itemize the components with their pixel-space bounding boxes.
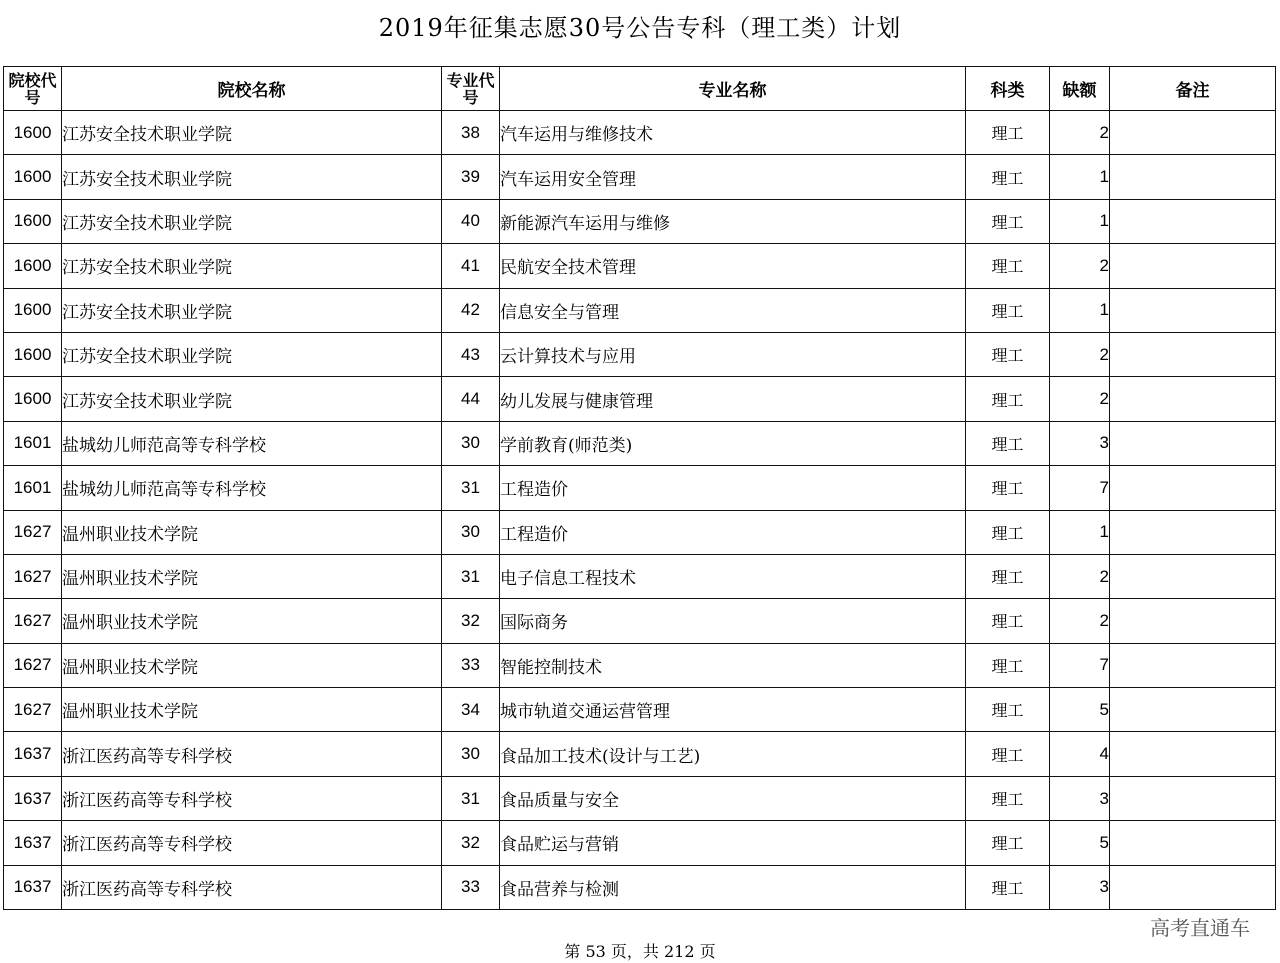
cell-category: 理工	[966, 510, 1050, 554]
table-row	[4, 332, 1276, 376]
cell-quota: 2	[1050, 554, 1110, 598]
table-row	[4, 199, 1276, 243]
cell-school-code: 1637	[4, 776, 62, 820]
cell-school-code: 1600	[4, 155, 62, 199]
cell-major-code: 33	[442, 643, 500, 687]
cell-school-name: 浙江医药高等专科学校	[62, 732, 442, 776]
cell-category: 理工	[966, 821, 1050, 865]
cell-quota: 1	[1050, 155, 1110, 199]
header-remark: 备注	[1110, 67, 1276, 111]
cell-school-name: 江苏安全技术职业学院	[62, 377, 442, 421]
cell-remark	[1110, 821, 1276, 865]
cell-remark	[1110, 421, 1276, 465]
cell-category: 理工	[966, 466, 1050, 510]
table-row	[4, 111, 1276, 155]
cell-category: 理工	[966, 732, 1050, 776]
table-row	[4, 865, 1276, 909]
cell-major-code: 31	[442, 776, 500, 820]
cell-school-name: 温州职业技术学院	[62, 599, 442, 643]
cell-remark	[1110, 288, 1276, 332]
cell-category: 理工	[966, 688, 1050, 732]
cell-major-code: 32	[442, 821, 500, 865]
cell-school-name: 江苏安全技术职业学院	[62, 111, 442, 155]
cell-school-name: 浙江医药高等专科学校	[62, 821, 442, 865]
cell-remark	[1110, 111, 1276, 155]
cell-remark	[1110, 599, 1276, 643]
cell-school-name: 温州职业技术学院	[62, 643, 442, 687]
cell-quota: 4	[1050, 732, 1110, 776]
cell-category: 理工	[966, 421, 1050, 465]
cell-category: 理工	[966, 643, 1050, 687]
enrollment-plan-table	[3, 66, 1276, 910]
cell-remark	[1110, 554, 1276, 598]
cell-quota: 1	[1050, 510, 1110, 554]
header-school-code: 院校代号	[4, 67, 62, 111]
cell-remark	[1110, 510, 1276, 554]
table-row	[4, 554, 1276, 598]
table-body	[4, 111, 1276, 910]
cell-quota: 2	[1050, 111, 1110, 155]
page-title: 2019年征集志愿30号公告专科（理工类）计划	[378, 14, 902, 42]
cell-school-name: 盐城幼儿师范高等专科学校	[62, 466, 442, 510]
cell-quota: 5	[1050, 821, 1110, 865]
cell-remark	[1110, 688, 1276, 732]
cell-school-name: 江苏安全技术职业学院	[62, 288, 442, 332]
cell-major-name: 民航安全技术管理	[500, 244, 966, 288]
cell-remark	[1110, 199, 1276, 243]
cell-major-name: 智能控制技术	[500, 643, 966, 687]
table-row	[4, 510, 1276, 554]
cell-remark	[1110, 332, 1276, 376]
cell-major-name: 汽车运用与维修技术	[500, 111, 966, 155]
cell-major-name: 工程造价	[500, 466, 966, 510]
header-major-name: 专业名称	[500, 67, 966, 111]
cell-school-code: 1600	[4, 111, 62, 155]
cell-school-code: 1600	[4, 244, 62, 288]
cell-quota: 1	[1050, 199, 1110, 243]
cell-category: 理工	[966, 244, 1050, 288]
cell-remark	[1110, 155, 1276, 199]
cell-remark	[1110, 776, 1276, 820]
cell-major-name: 电子信息工程技术	[500, 554, 966, 598]
cell-major-code: 30	[442, 732, 500, 776]
page-footer: 第 53 页，共 212 页	[564, 942, 716, 961]
cell-major-name: 汽车运用安全管理	[500, 155, 966, 199]
table-row	[4, 732, 1276, 776]
cell-quota: 7	[1050, 643, 1110, 687]
table-row	[4, 599, 1276, 643]
header-quota: 缺额	[1050, 67, 1110, 111]
cell-category: 理工	[966, 332, 1050, 376]
cell-category: 理工	[966, 554, 1050, 598]
cell-major-code: 31	[442, 554, 500, 598]
cell-remark	[1110, 466, 1276, 510]
cell-school-name: 江苏安全技术职业学院	[62, 199, 442, 243]
cell-school-name: 温州职业技术学院	[62, 688, 442, 732]
cell-quota: 2	[1050, 244, 1110, 288]
cell-major-code: 30	[442, 510, 500, 554]
cell-major-code: 33	[442, 865, 500, 909]
cell-quota: 5	[1050, 688, 1110, 732]
cell-school-code: 1600	[4, 377, 62, 421]
cell-school-name: 浙江医药高等专科学校	[62, 865, 442, 909]
cell-category: 理工	[966, 865, 1050, 909]
table-row	[4, 821, 1276, 865]
cell-school-name: 温州职业技术学院	[62, 510, 442, 554]
cell-school-name: 盐城幼儿师范高等专科学校	[62, 421, 442, 465]
cell-quota: 2	[1050, 332, 1110, 376]
cell-major-code: 34	[442, 688, 500, 732]
cell-school-code: 1600	[4, 199, 62, 243]
cell-quota: 3	[1050, 776, 1110, 820]
cell-school-name: 温州职业技术学院	[62, 554, 442, 598]
table-row	[4, 688, 1276, 732]
cell-major-name: 食品加工技术(设计与工艺)	[500, 732, 966, 776]
cell-remark	[1110, 643, 1276, 687]
cell-school-code: 1637	[4, 865, 62, 909]
table-row	[4, 288, 1276, 332]
cell-school-code: 1627	[4, 688, 62, 732]
cell-major-code: 42	[442, 288, 500, 332]
cell-school-name: 江苏安全技术职业学院	[62, 244, 442, 288]
cell-major-code: 32	[442, 599, 500, 643]
header-major-code: 专业代号	[442, 67, 500, 111]
header-school-name: 院校名称	[62, 67, 442, 111]
table-row	[4, 377, 1276, 421]
cell-school-code: 1627	[4, 554, 62, 598]
cell-category: 理工	[966, 599, 1050, 643]
cell-remark	[1110, 865, 1276, 909]
cell-category: 理工	[966, 155, 1050, 199]
table-row	[4, 776, 1276, 820]
table-row	[4, 466, 1276, 510]
cell-major-code: 38	[442, 111, 500, 155]
cell-category: 理工	[966, 111, 1050, 155]
cell-quota: 2	[1050, 377, 1110, 421]
cell-major-name: 幼儿发展与健康管理	[500, 377, 966, 421]
table-row	[4, 155, 1276, 199]
cell-school-name: 浙江医药高等专科学校	[62, 776, 442, 820]
watermark: 高考直通车	[1150, 916, 1250, 940]
cell-major-name: 食品质量与安全	[500, 776, 966, 820]
cell-major-name: 新能源汽车运用与维修	[500, 199, 966, 243]
cell-school-code: 1627	[4, 643, 62, 687]
header-category: 科类	[966, 67, 1050, 111]
table-row	[4, 421, 1276, 465]
cell-quota: 3	[1050, 865, 1110, 909]
cell-remark	[1110, 732, 1276, 776]
cell-quota: 7	[1050, 466, 1110, 510]
cell-major-code: 41	[442, 244, 500, 288]
cell-category: 理工	[966, 776, 1050, 820]
cell-major-code: 44	[442, 377, 500, 421]
cell-category: 理工	[966, 288, 1050, 332]
cell-major-name: 国际商务	[500, 599, 966, 643]
cell-major-name: 食品营养与检测	[500, 865, 966, 909]
cell-category: 理工	[966, 377, 1050, 421]
cell-major-name: 信息安全与管理	[500, 288, 966, 332]
cell-major-code: 40	[442, 199, 500, 243]
cell-school-code: 1637	[4, 821, 62, 865]
cell-quota: 2	[1050, 599, 1110, 643]
cell-school-code: 1637	[4, 732, 62, 776]
cell-school-code: 1627	[4, 599, 62, 643]
cell-remark	[1110, 244, 1276, 288]
cell-school-name: 江苏安全技术职业学院	[62, 332, 442, 376]
table-row	[4, 244, 1276, 288]
cell-major-name: 工程造价	[500, 510, 966, 554]
cell-school-code: 1627	[4, 510, 62, 554]
cell-major-code: 31	[442, 466, 500, 510]
cell-major-code: 43	[442, 332, 500, 376]
cell-major-name: 城市轨道交通运营管理	[500, 688, 966, 732]
cell-major-name: 云计算技术与应用	[500, 332, 966, 376]
table-row	[4, 643, 1276, 687]
cell-major-code: 39	[442, 155, 500, 199]
cell-major-name: 食品贮运与营销	[500, 821, 966, 865]
cell-major-name: 学前教育(师范类)	[500, 421, 966, 465]
cell-school-name: 江苏安全技术职业学院	[62, 155, 442, 199]
cell-school-code: 1600	[4, 332, 62, 376]
cell-school-code: 1601	[4, 421, 62, 465]
cell-remark	[1110, 377, 1276, 421]
cell-school-code: 1600	[4, 288, 62, 332]
cell-school-code: 1601	[4, 466, 62, 510]
cell-quota: 3	[1050, 421, 1110, 465]
table-header-row	[4, 67, 1276, 111]
cell-major-code: 30	[442, 421, 500, 465]
cell-quota: 1	[1050, 288, 1110, 332]
cell-category: 理工	[966, 199, 1050, 243]
